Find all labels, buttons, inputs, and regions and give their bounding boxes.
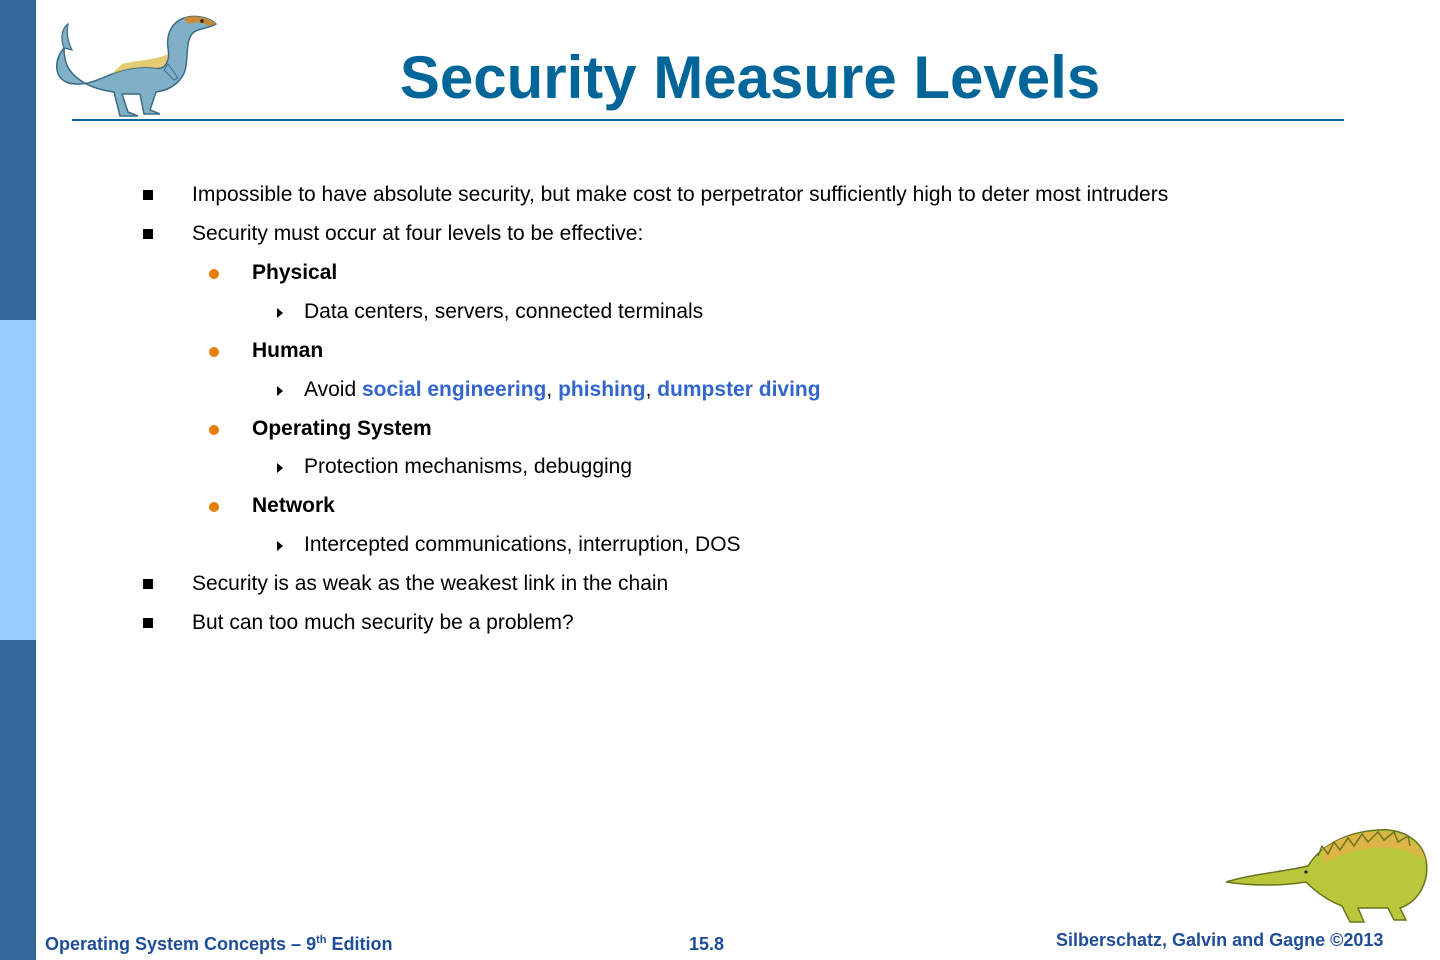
level-name-physical: Physical (252, 261, 338, 284)
footer-edition-sup: th (316, 934, 327, 946)
level-name-human: Human (252, 339, 324, 362)
footer-book-title (45, 934, 392, 955)
round-bullet-icon (209, 269, 219, 279)
highlight-social-engineering: social engineering (362, 378, 547, 401)
level-name-network: Network (252, 494, 335, 517)
bullet-text: But can too much security be a problem? (192, 611, 574, 634)
level-detail-network: Intercepted communications, interruption, DOS (304, 533, 741, 556)
arrow-bullet-icon (277, 308, 283, 318)
square-bullet-icon (143, 229, 153, 239)
level-detail-physical: Data centers, servers, connected terminals (304, 300, 704, 323)
footer-edition-suffix: Edition (326, 934, 393, 954)
arrow-bullet-icon (277, 386, 283, 396)
detail-prefix: Avoid (304, 378, 362, 401)
slide-title: Security Measure Levels (399, 44, 1101, 111)
sidebar-highlight (0, 320, 36, 640)
level-name-operating-system: Operating System (252, 417, 432, 440)
separator: , (645, 378, 658, 401)
dinosaur-footer-icon (1222, 820, 1432, 930)
arrow-bullet-icon (277, 463, 283, 473)
level-detail-operating-system: Protection mechanisms, debugging (304, 455, 633, 478)
footer-page-number: 15.8 (689, 934, 725, 954)
highlight-phishing: phishing (558, 378, 646, 401)
level-detail-human (304, 377, 821, 403)
round-bullet-icon (209, 425, 219, 435)
sidebar-stripe (0, 0, 36, 960)
dinosaur-logo-icon (52, 8, 222, 120)
footer-copyright: Silberschatz, Galvin and Gagne ©2013 (1056, 930, 1384, 950)
separator: , (546, 378, 559, 401)
bullet-text: Security must occur at four levels to be effective: (192, 222, 644, 245)
round-bullet-icon (209, 347, 219, 357)
bullet-text: Impossible to have absolute security, but make cost to perpetrator sufficiently high to deter most intruders (192, 183, 1169, 206)
arrow-bullet-icon (277, 541, 283, 551)
round-bullet-icon (209, 502, 219, 512)
square-bullet-icon (143, 190, 153, 200)
bullet-text: Security is as weak as the weakest link in the chain (192, 572, 669, 595)
square-bullet-icon (143, 618, 153, 628)
footer-book-title-text: Operating System Concepts – 9 (45, 934, 317, 954)
square-bullet-icon (143, 579, 153, 589)
highlight-dumpster-diving: dumpster diving (657, 378, 821, 401)
title-underline (72, 119, 1344, 121)
